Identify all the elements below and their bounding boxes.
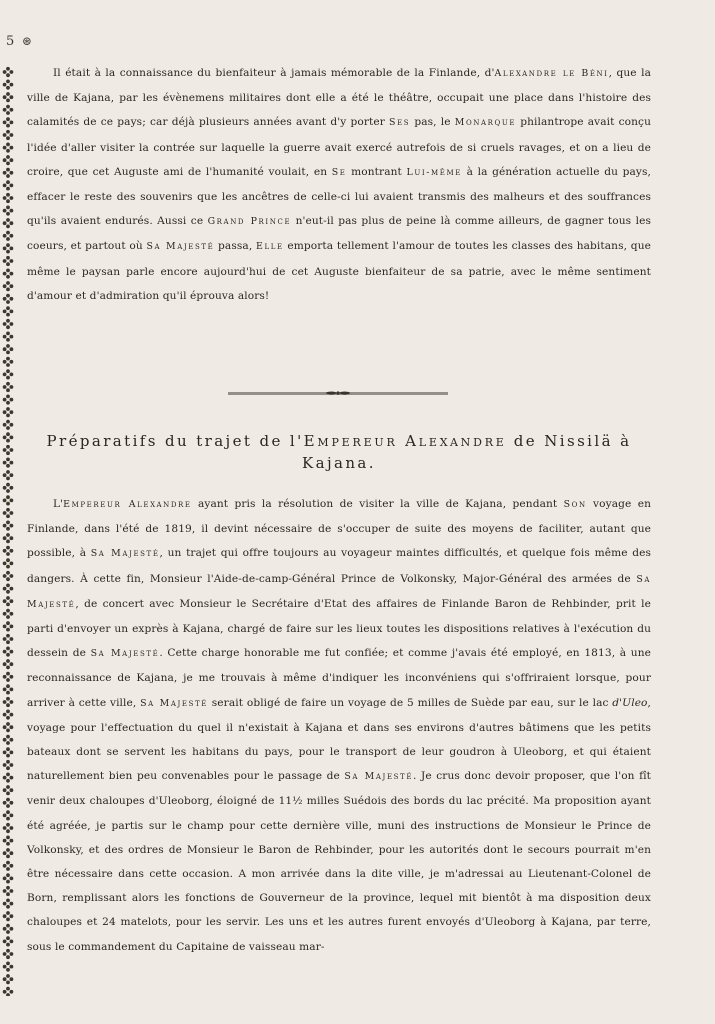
fleuron-border <box>0 66 16 996</box>
text-run: à la génération actuelle du pays, effacer le reste des souvenirs que les ancêtres de celle-ci lui avaient transmis des malheurs et des souffrances qu'ils avaient endurés. Aussi ce <box>27 165 652 228</box>
fleuron-icon <box>3 80 14 90</box>
fleuron-icon <box>3 143 14 153</box>
fleuron-icon <box>3 382 14 392</box>
fleuron-icon <box>3 470 14 480</box>
fleuron-icon <box>3 269 14 279</box>
fleuron-icon <box>3 357 14 367</box>
fleuron-icon <box>3 873 14 883</box>
fleuron-icon <box>3 823 14 833</box>
fleuron-icon <box>3 962 14 972</box>
fleuron-icon <box>3 445 14 455</box>
small-caps-run: Alexandre le Béni <box>494 68 609 79</box>
page-ornament-glyph: ⊛ <box>22 34 33 48</box>
fleuron-icon <box>3 899 14 909</box>
fleuron-icon <box>3 395 14 405</box>
section-title-lead: Préparatifs du trajet de l' <box>46 432 304 450</box>
text-run: emporta tellement l'amour de toutes les classes des habitans, que même le paysan parle encore aujourd'hui de cet Auguste bienfaiteur de sa patrie, avec le même sentiment d'amour et d'admiration qu'il éprouva alors! <box>27 240 651 302</box>
small-caps-run: Se <box>331 166 347 178</box>
fleuron-icon <box>3 621 14 631</box>
text-run: L' <box>53 498 64 510</box>
text-run: , un trajet qui offre toujours au voyageur maintes difficultés, et quelque fois même des dangers. À cette fin, Monsieur l'Aide-de-camp-Général Prince de Volkonsky, Major-Général des armées de <box>27 547 651 585</box>
fleuron-icon <box>3 546 14 556</box>
fleuron-icon <box>3 420 14 430</box>
fleuron-icon <box>3 206 14 216</box>
fleuron-icon <box>3 710 14 720</box>
fleuron-icon <box>3 243 14 253</box>
text-run: n'eut-il pas plus de peine là comme ailleurs, de gagner tous les coeurs, et partout où <box>27 215 651 253</box>
paragraph-intro-text <box>27 61 651 308</box>
small-caps-run: Lui-même <box>406 166 462 178</box>
fleuron-icon <box>3 369 14 379</box>
fleuron-icon <box>3 987 14 996</box>
text-run: voyage en Finlande, dans l'été de 1819, il devint nécessaire de s'occuper de suite des moyens de faciliter, autant que possible, à <box>27 498 651 560</box>
fleuron-icon <box>3 810 14 820</box>
fleuron-icon <box>3 584 14 594</box>
text-run: . Cette charge honorable me fut confiée; et comme j'avais été employé, en 1813, à une reconnaissance de Kajana, je me trouvais à même d'indiquer les inconvéniens qui s'offriraient lorsque, pour arriver à cette ville, <box>27 647 652 709</box>
fleuron-icon <box>3 760 14 770</box>
fleuron-icon <box>3 634 14 644</box>
small-caps-run: Son <box>563 499 587 510</box>
fleuron-icon <box>3 130 14 140</box>
section-divider <box>228 381 448 387</box>
fleuron-icon <box>3 495 14 505</box>
fleuron-icon <box>3 180 14 190</box>
fleuron-icon <box>3 659 14 669</box>
text-run: , voyage pour l'effectuation du quel il n'existait à Kajana et dans ses environs d'autres bâtimens que les petits bateaux dont se servent les habitans du pays, pour le transport de leur goudron à Uleoborg, et qui étaient naturellement bien peu convenables pour le passage de <box>27 696 652 783</box>
fleuron-icon <box>3 281 14 291</box>
fleuron-icon <box>3 798 14 808</box>
fleuron-icon <box>3 747 14 757</box>
fleuron-icon <box>3 332 14 342</box>
fleuron-icon <box>3 974 14 984</box>
paragraph-intro <box>27 61 651 308</box>
small-caps-run: Sa Majesté <box>344 771 414 783</box>
small-caps-run: Monarque <box>454 117 517 129</box>
fleuron-icon <box>3 105 14 115</box>
section-title <box>27 430 651 474</box>
fleuron-icon <box>3 684 14 694</box>
fleuron-icon <box>3 231 14 241</box>
text-run: Il était à la connaissance du bienfaiteur à jamais mémorable de la Finlande, d' <box>53 67 495 79</box>
fleuron-icon <box>3 344 14 354</box>
fleuron-icon <box>3 911 14 921</box>
text-run: serait obligé de faire un voyage de 5 milles de Suède par eau, sur le lac <box>208 696 613 709</box>
fleuron-icon <box>3 861 14 871</box>
small-caps-run: Ses <box>389 117 411 129</box>
fleuron-icon <box>3 596 14 606</box>
fleuron-icon <box>3 848 14 858</box>
fleuron-icon <box>3 785 14 795</box>
text-run: montrant <box>346 165 407 178</box>
fleuron-icon <box>3 67 14 77</box>
text-run: , que la ville de Kajana, par les évènemens militaires dont elle a été le théâtre, occupait une place dans l'histoire des calamités de ce pays; car déjà plusieurs années avant d'y porter <box>27 67 652 129</box>
fleuron-icon <box>3 936 14 946</box>
fleuron-icon <box>3 722 14 732</box>
fleuron-icon <box>3 155 14 165</box>
fleuron-icon <box>3 483 14 493</box>
text-run: ayant pris la résolution de visiter la ville de Kajana, pendant <box>191 498 564 510</box>
fleuron-icon <box>3 294 14 304</box>
small-caps-run: Sa Majesté <box>146 241 215 253</box>
fleuron-icon <box>3 609 14 619</box>
paragraph-main-text <box>27 492 651 959</box>
fleuron-icon <box>3 508 14 518</box>
text-run: pas, le <box>410 116 455 129</box>
small-caps-run: Elle <box>256 241 284 253</box>
text-run: philantrope avait conçu l'idée d'aller visiter la contrée sur laquelle la guerre avait exercé autrefois de si cruels ravages, et on a lieu de croire, que cet Auguste ami de l'humanité voulait, en <box>27 116 652 178</box>
small-caps-run: Sa Majesté <box>140 697 209 709</box>
small-caps-run: Sa Majesté <box>90 648 160 660</box>
fleuron-icon <box>3 836 14 846</box>
small-caps-run: Sa Majesté <box>90 548 160 560</box>
fleuron-icon <box>3 306 14 316</box>
fleuron-icon <box>3 697 14 707</box>
fleuron-icon <box>3 924 14 934</box>
fleuron-icon <box>3 168 14 178</box>
text-run: passa, <box>214 240 257 253</box>
text-run: . Je crus donc devoir proposer, que l'on fît venir deux chaloupes d'Uleoborg, éloigné de 11½ milles Suédois des bords du lac précité. Ma proposition ayant été agréée, je partis sur le champ pour cette dernière ville, muni des instructions de Monsieur le Prince de Volkonsky, et des ordres de Monsieur le Baron de Rehbinder, pour les autorités dont le secours pourrait m'en être nécessaire dans cette occasion. A mon arrivée dans la dite ville, je m'adressai au Lieutenant-Colonel de Born, remplissant alors les fonctions de Gouverneur de la province, lequel mit bientôt à ma disposition deux chaloupes et 24 matelots, pour les servir. Les uns et les autres furent envoyés d'Uleoborg à Kajana, par terre, sous le commandement du Capitaine de vaisseau mar- <box>27 770 651 953</box>
page-number: 5 <box>6 34 15 49</box>
fleuron-icon <box>3 218 14 228</box>
fleuron-icon <box>3 193 14 203</box>
fleuron-icon <box>3 458 14 468</box>
small-caps-run: Empereur Alexandre <box>63 499 192 510</box>
fleuron-icon <box>3 407 14 417</box>
paragraph-main <box>27 492 651 959</box>
fleuron-icon <box>3 773 14 783</box>
fleuron-icon <box>3 672 14 682</box>
section-title-tail: de Nissilä à Kajana. <box>302 432 632 472</box>
fleuron-icon <box>3 735 14 745</box>
fleuron-icon <box>3 647 14 657</box>
fleuron-icon <box>3 533 14 543</box>
fleuron-icon <box>3 92 14 102</box>
italic-run: d'Uleo <box>612 696 648 709</box>
fleuron-icon <box>3 117 14 127</box>
section-title-name: Empereur Alexandre <box>303 432 507 450</box>
fleuron-icon <box>3 558 14 568</box>
fleuron-icon <box>3 319 14 329</box>
fleuron-icon <box>3 886 14 896</box>
text-run: , de concert avec Monsieur le Secrétaire d'Etat des affaires de Finlande Baron de Rehbinder, prit le parti d'envoyer un exprès à Kajana, chargé de faire sur les lieux toutes les dispositions relatives à l'exécution du dessein de <box>27 597 651 660</box>
fleuron-icon <box>3 432 14 442</box>
fleuron-icon <box>3 256 14 266</box>
small-caps-run: Grand Prince <box>207 216 292 228</box>
small-caps-run: Sa Majesté <box>27 573 651 610</box>
fleuron-icon <box>3 571 14 581</box>
fleuron-icon <box>3 949 14 959</box>
fleuron-icon <box>3 521 14 531</box>
